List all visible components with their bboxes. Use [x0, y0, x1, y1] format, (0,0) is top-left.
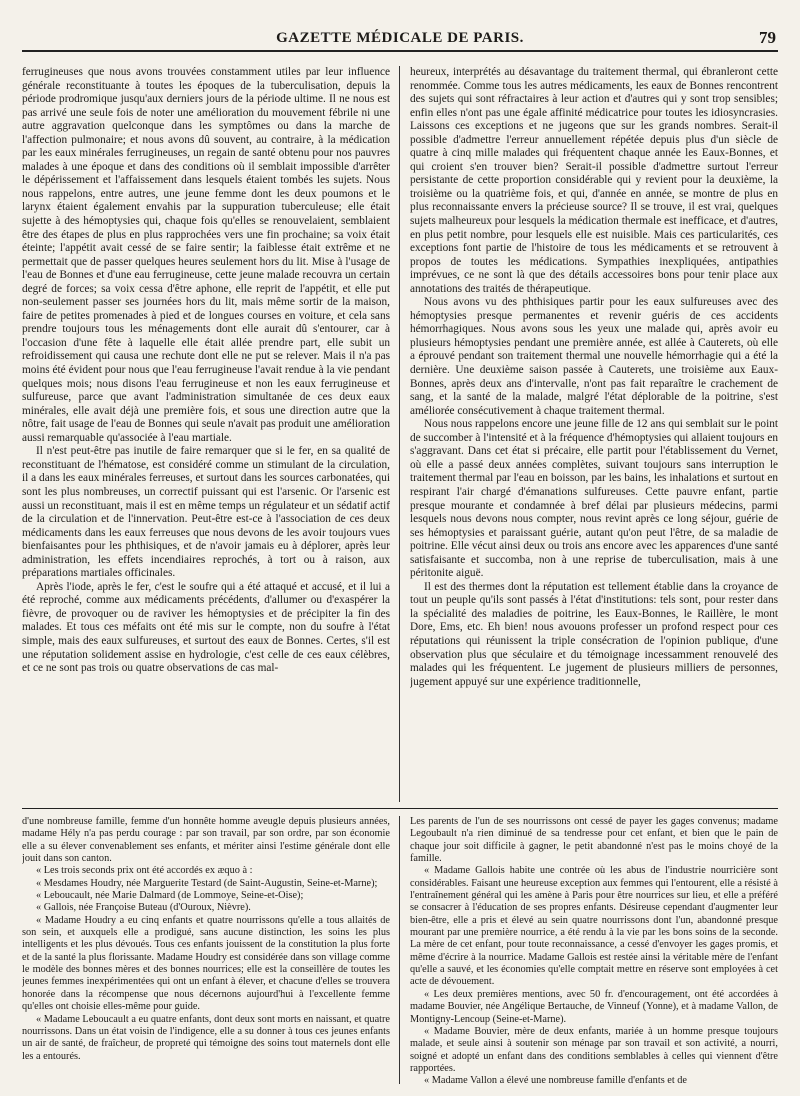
- page-number: 79: [759, 28, 776, 47]
- column-divider: [399, 66, 400, 802]
- paragraph: « Madame Houdry a eu cinq enfants et quatre nourrissons qu'elle a tous allaités de son sein, et auxquels elle a prodigué, sans aucune distinction, les soins les plus intelligents et les plus dévoués. Tous ces enfants jouissent de la constitution la plus forte et de la santé la plus florissante. Madame Houdry est considérée dans son village comme le modèle des bonnes mères et des bonnes nourrices; elle est la conseillère de toutes les jeunes femmes inexpérimentées qui ont un enfant à élever, et chacune d'elles se trouvera honorée dans la récompense que nous décernons aujourd'hui à l'excellente femme qu'elles ont choisie elles-même pour guide.: [22, 914, 390, 1013]
- journal-title: GAZETTE MÉDICALE DE PARIS.: [276, 30, 524, 46]
- paragraph: « Gallois, née Françoise Buteau (d'Ouroux, Nièvre).: [36, 902, 251, 914]
- feuilleton-section: [22, 816, 778, 1084]
- paragraph: « Madame Bouvier, mère de deux enfants, mariée à un homme presque toujours malade, et seule ainsi à soutenir son ménage par son travail et son activité, a nourri, soigné et adopté un enfant dans des conditions semblables à celles qui viennent d'être rapportées.: [410, 1025, 778, 1074]
- paragraph: « Les deux premières mentions, avec 50 fr. d'encouragement, ont été accordées à madame Bouvier, née Angélique Bertauche, de Vinneuf (Yonne), et à madame Vallon, de Montigny-Lencoup (Seine-et-Marne).: [410, 988, 778, 1025]
- feuilleton-column-left: [22, 816, 390, 1084]
- paragraph: Nous nous rappelons encore une jeune fille de 12 ans qui semblait sur le point de succomber à l'intensité et à la fréquence d'hémoptysies qui allaient toujours en s'aggravant. Dans cet état si précaire, elle partit pour l'établissement du Vernet, où elle a passé deux années complètes, suivant toujours sans interruption le traitement thermal par l'eau en boisson, par les bains, les inhalations et surtout en respirant l'air chargé d'émanations sulfureuses. Cette pauvre enfant, partie presque mourante et condamnée à bref délai par plusieurs médecins, parmi lesquels nous devons nous compter, nous revint après ce long séjour, guérie de ses hémoptysies et paraissant guérie, autant qu'on peut l'être, de sa maladie de poitrine. Elle vécut ainsi deux ou trois ans encore avec les apparences d'une santé satisfaisante et succomba, non à une reprise de tuberculisation, mais à une péritonite aiguë.: [410, 418, 778, 580]
- paragraph: Nous avons vu des phthisiques partir pour les eaux sulfureuses avec des hémoptysies presque permanentes et revenir guéris de ces accidents hémorrhagiques. Nous avons sous les yeux une malade qui, après avoir eu plusieurs hémoptysies pendant une première année, est allée à Cauterets, où elle a éprouvé pendant son traitement thermal une nouvelle hémorrhagie qui a été la dernière. Une deuxième saison passée à Cauterets, une troisième aux Eaux-Bonnes, après deux ans d'intervalle, n'ont pas fait reparaître le crachement de sang, et la santé de la malade, malgré l'état déplorable de la poitrine, s'est améliorée consécutivement à chaque traitement thermal.: [410, 296, 778, 417]
- paragraph: d'une nombreuse famille, femme d'un honnête homme aveugle depuis plusieurs années, madame Hély n'a pas perdu courage : par son travail, par son ordre, par son économie elle a su élever convenablement ses enfants, et mériter ainsi l'estime générale dont elle jouit dans son canton.: [22, 816, 390, 865]
- paragraph: Les parents de l'un de ses nourrissons ont cessé de payer les gages convenus; madame Legoubault n'a rien diminué de sa tendresse pour cet enfant, et bien que le pain de chaque jour soit difficile à gagner, le petit abandonné n'est pas le moins choyé de la famille.: [410, 816, 778, 865]
- article-column-left: [22, 66, 390, 802]
- paragraph: heureux, interprétés au désavantage du traitement thermal, qui ébranleront cette renommée. Comme tous les autres médicaments, les eaux de Bonnes rencontrent des sujets qui sont réfractaires à leur action et d'autres qui y sont trop sensibles; enfin elles n'ont pas une égale affinité médicatrice pour toutes les idiosyncrasies. Laissons ces exceptions et ne jugeons que sur les grands nombres. Serait-il possible d'admettre l'erreur annuellement répétée depuis plus d'un siècle de quatre à cinq mille malades qui fréquentent chaque année les Eaux-Bonnes, et qui croient s'en trouver bien? Serait-il possible d'admettre surtout l'erreur persistante de cette proportion considérable qui y revient pour la deuxième, la troisième ou la quatrième fois, et qui, d'année en année, se montre de plus en plus reconnaissante envers la précieuse source? Il se trouve, il est vrai, quelques sujets malheureux pour lesquels la médication thermale est inefficace, et d'autres, en plus petit nombre, pour lesquels elle est nuisible. Mais ces particularités, ces exceptions font partie de l'histoire de tous les médicaments et se retrouvent à propos de toutes les médications. Sympathies inexpliquées, antipathies imprévues, ce ne sont là que des détails accessoires bons pour tenir place aux annotations des traités de thérapeutique.: [410, 66, 778, 295]
- feuilleton-column-right: [410, 816, 778, 1084]
- paragraph: « Madame Vallon a élevé une nombreuse famille d'enfants et de: [424, 1075, 687, 1084]
- paragraph: Après l'iode, après le fer, c'est le soufre qui a été attaqué et accusé, et il lui a été reproché, comme aux médicaments précédents, d'allumer ou d'exaspérer la fièvre, de provoquer ou de raviver les hémoptysies et de précipiter la fin des malades. Et tous ces méfaits ont été mis sur le compte, non du soufre à l'état simple, mais des eaux sulfureuses, et surtout des eaux de Bonnes. Certes, s'il est une réputation solidement assise en hydrologie, c'est celle de ces eaux célèbres, et ce ne sont pas trois ou quatre observations de cas mal-: [22, 580, 390, 675]
- newspaper-page: [22, 26, 778, 1086]
- article-column-right: [410, 66, 778, 802]
- page-header: [22, 26, 778, 52]
- paragraph: « Leboucault, née Marie Dalmard (de Lommoye, Seine-et-Oise);: [36, 890, 304, 902]
- paragraph: « Les trois seconds prix ont été accordés ex æquo à :: [36, 865, 253, 877]
- main-article: [22, 66, 778, 802]
- column-divider: [399, 816, 400, 1084]
- paragraph: « Mesdames Houdry, née Marguerite Testard (de Saint-Augustin, Seine-et-Marne);: [36, 877, 378, 889]
- section-divider: [22, 808, 778, 809]
- paragraph: « Madame Leboucault a eu quatre enfants, dont deux sont morts en naissant, et quatre nourrissons. Dans un état voisin de l'indigence, elle a su donner à tous ces jeunes enfants un air de santé, de fraîcheur, de propreté qui témoigne des soins tout maternels dont elle les a entourés.: [22, 1013, 390, 1062]
- paragraph: Il n'est peut-être pas inutile de faire remarquer que si le fer, en sa qualité de reconstituant de l'hématose, est considéré comme un stimulant de la circulation, il a dans les eaux minérales ferreuses, et surtout dans les sources carbonatées, qui sont les plus nombreuses, un correctif puissant qui est l'arsenic. Or l'arsenic est aussi un reconstituant, mais il est en même temps un régulateur et un sédatif actif de la circulation et de l'innervation. Peut-être est-ce à l'association de ces deux médicaments dans les eaux ferreuses que nous devons de les avoir toujours vues bienfaisantes pour les phthisiques, et de n'avoir jamais eu à déplorer, après leur administration, les effets incendiaires reprochés, à tort ou à raison, aux préparations martiales officinales.: [22, 445, 390, 580]
- paragraph: ferrugineuses que nous avons trouvées constamment utiles par leur influence générale reconstituante à toutes les époques de la tuberculisation, depuis la période prodromique jusqu'aux derniers jours de la période ultime. Il ne nous est pas arrivé une seule fois de noter une amélioration du mouvement fébrile ni une autre aggravation quelconque dans les symptômes ou dans la marche de l'affection pulmonaire; et nous avons dû souvent, au contraire, à la médication par les eaux minérales ferrugineuses, un regain de santé obtenu pour nos pauvres malades à une époque et dans des conditions où il semblait impossible d'arrêter le dépérissement et l'affaissement dans lesquels étaient tombés les sujets. Nous nous rappelons, entre autres, une jeune femme dont les deux poumons et le larynx étaient également envahis par la suppuration tuberculeuse; elle était sujette à des hémoptysies qui, chaque fois qu'elles se renouvelaient, semblaient être des étapes de plus en plus rapprochées vers une fin prochaine; sa voix était éteinte; l'appétit avait cessé de se faire sentir; la faiblesse était extrême et ne permettait que de passer quelques heures seulement hors du lit. Mise à l'usage de l'eau de Bonnes et d'une eau ferrugineuse, cette jeune malade recouvra un certain degré de forces; sa voix cessa d'être aphone, elle reprit de l'appétit, et elle put non-seulement passer ses journées hors du lit, mais même sortir de la maison, faire de petites promenades à pied et de longues courses en voiture, et cela sans prendre toujours tous les ménagements dont elle aurait dû s'entourer, car à l'occasion d'une fête à laquelle elle était allée prendre part, elle subit un refroidissement qui causa une rechute dont elle ne put se relever. Mais il n'a pas moins été évident pour nous que l'eau ferrugineuse l'avait rendue à la vie pendant quelques mois; nous disons l'eau ferrugineuse et non les eaux ferrugineuse et sulfureuse, parce que avant l'administration simultanée de ces deux eaux minérales, elle avait déjà une première fois, et sous une direction autre que la nôtre, fait usage de l'eau de Bonnes qui seule n'avait pas produit une amélioration aussi remarquable qu'associée à l'eau martiale.: [22, 66, 390, 444]
- paragraph: Il est des thermes dont la réputation est tellement établie dans la croyance de tout un peuple qu'ils sont passés à l'état d'institutions: tels sont, pour rester dans la spécialité des maladies de poitrine, les Eaux-Bonnes, le Raillère, le mont Dore, Ems, etc. Eh bien! nous avouons professer un profond respect pour ces réputations qui réunissent la triple consécration de l'opinion publique, d'une observation plus que séculaire et du témoignage incessamment renouvelé des malades qui les fréquentent. Le jugement de plusieurs milliers de personnes, jugement appuyé sur une expérience traditionnelle,: [410, 580, 778, 688]
- paragraph: « Madame Gallois habite une contrée où les abus de l'industrie nourricière sont considérables. Faisant une heureuse exception aux femmes qui l'entourent, elle a résisté à l'entraînement général qui les amène à Paris pour être nourrices sur lieu, et elle a préféré se consacrer à l'éducation de ses propres enfants. Désireuse cependant d'augmenter leur bien-être, elle a pris et élevé au sein quatre nourrissons dont l'un, abandonné presque mourant par une première nourrice, a été rendu à la vie par les bons soins de la seconde. La mère de cet enfant, pour toute reconnaissance, a cessé d'envoyer les gages promis, et même d'écrire à la nourrice. Madame Gallois est restée ainsi la véritable mère de l'enfant qu'elle a sauvé, et les économies qu'elle comptait mettre en réserve sont employées à cet acte de dévouement.: [410, 865, 778, 988]
